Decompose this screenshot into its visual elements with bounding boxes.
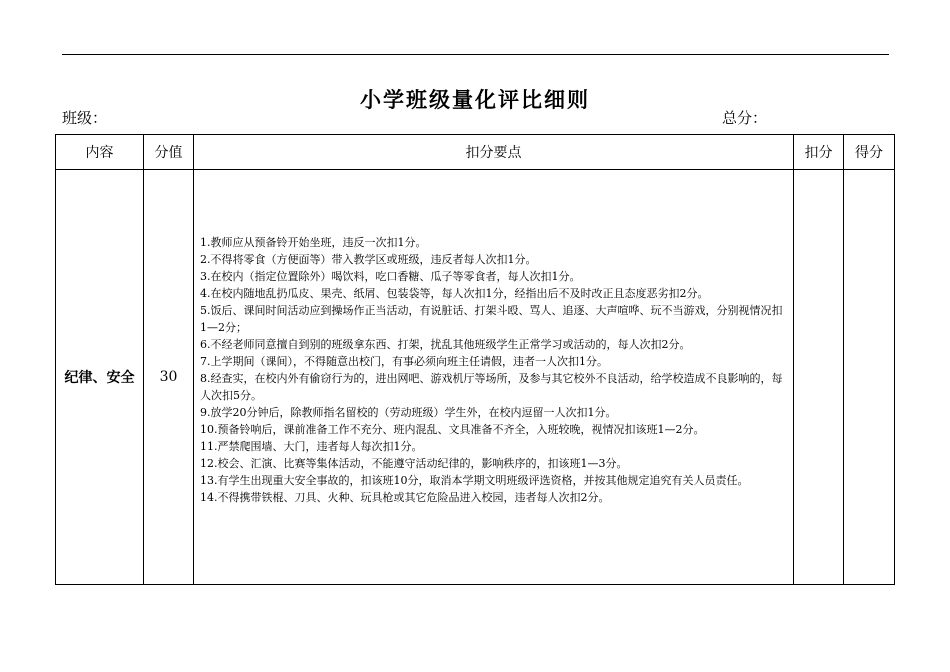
rule-item: 10.预备铃响后，课前准备工作不充分、班内混乱、文具准备不齐全，入班较晚，视情况扣该班1—2分。 — [200, 423, 705, 436]
rule-item: 1.教师应从预备铃开始坐班，违反一次扣1分。 — [200, 236, 427, 249]
table-header-row — [56, 135, 895, 170]
header-score: 得分 — [844, 135, 895, 170]
rule-item: 4.在校内随地乱扔瓜皮、果壳、纸屑、包装袋等，每人次扣1分，经指出后不及时改正且态度恶劣扣2分。 — [200, 287, 709, 300]
rule-item: 8.经查实，在校内外有偷窃行为的，进出网吧、游戏机厅等场所，及参与其它校外不良活动，给学校造成不良影响的，每人次扣5分。 — [200, 372, 783, 402]
rule-item: 7.上学期间（课间），不得随意出校门，有事必须向班主任请假，违者一人次扣1分。 — [200, 355, 608, 368]
deduction-cell[interactable] — [794, 170, 844, 585]
evaluation-table — [55, 134, 895, 585]
rule-item: 6.不经老师同意擅自到别的班级拿东西、打架，扰乱其他班级学生正常学习或活动的，每人次扣2分。 — [200, 338, 691, 351]
header-divider-line — [62, 54, 889, 55]
table-row — [56, 170, 895, 585]
total-score-label: 总分： — [722, 109, 768, 127]
rule-item: 14.不得携带铁棍、刀具、火种、玩具枪或其它危险品进入校园，违者每人次扣2分。 — [200, 491, 610, 504]
category-cell: 纪律、安全 — [56, 170, 144, 585]
rule-item: 5.饭后、课间时间活动应到操场作正当活动，有说脏话、打架斗殴、骂人、追逐、大声喧哗、玩不当游戏，分别视情况扣1—2分； — [200, 304, 783, 334]
header-points: 分值 — [144, 135, 194, 170]
rules-cell — [194, 170, 794, 585]
rules-list — [194, 234, 793, 506]
rule-item: 3.在校内（指定位置除外）喝饮料，吃口香糖、瓜子等零食者，每人次扣1分。 — [200, 270, 581, 283]
score-cell[interactable] — [844, 170, 895, 585]
rule-item: 12.校会、汇演、比赛等集体活动，不能遵守活动纪律的，影响秩序的，扣该班1—3分。 — [200, 457, 628, 470]
header-deduction-rules: 扣分要点 — [194, 135, 794, 170]
rule-item: 13.有学生出现重大安全事故的，扣该班10分，取消本学期文明班级评选资格，并按其他规定追究有关人员责任。 — [200, 474, 749, 487]
rule-item: 11.严禁爬围墙、大门，违者每人每次扣1分。 — [200, 440, 423, 453]
header-deduction: 扣分 — [794, 135, 844, 170]
rule-item: 9.放学20分钟后，除教师指名留校的（劳动班级）学生外，在校内逗留一人次扣1分。 — [200, 406, 617, 419]
document-title: 小学班级量化评比细则 — [360, 87, 590, 112]
class-label: 班级： — [62, 109, 108, 127]
rule-item: 2.不得将零食（方便面等）带入教学区或班级，违反者每人次扣1分。 — [200, 253, 537, 266]
header-content: 内容 — [56, 135, 144, 170]
points-cell: 30 — [144, 170, 194, 585]
